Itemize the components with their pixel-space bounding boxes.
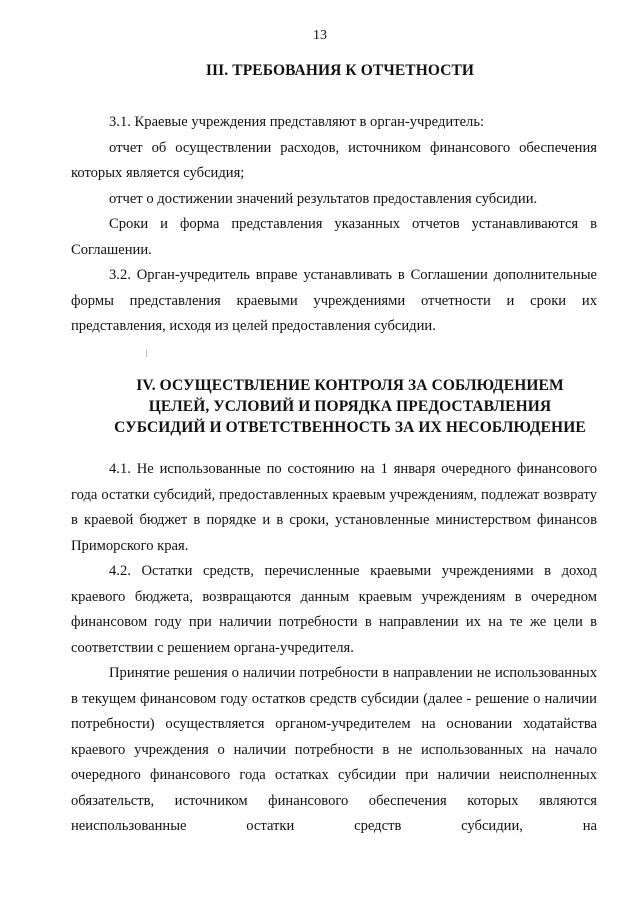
section-4-title-line: СУБСИДИЙ И ОТВЕТСТВЕННОСТЬ ЗА ИХ НЕСОБЛЮДЕНИЕ	[114, 419, 586, 436]
section-4-title-line: IV. ОСУЩЕСТВЛЕНИЕ КОНТРОЛЯ ЗА СОБЛЮДЕНИЕМ	[136, 377, 564, 394]
paragraph-4-1: 4.1. Не использованные по состоянию на 1 января очередного финансового года остатки субсидий, предоставленных краевым учреждениям, подлежат возврату в краевой бюджет в порядке и в сроки, установленные министерством финансов Приморского края.	[71, 461, 597, 554]
section-4-body	[71, 457, 597, 840]
paragraph-3-2: 3.2. Орган-учредитель вправе устанавливать в Соглашении дополнительные формы представления краевыми учреждениями отчетности и сроки их представления, исходя из целей предоставления субсидии.	[71, 267, 597, 334]
scan-mark	[146, 350, 147, 357]
section-3-title: III. ТРЕБОВАНИЯ К ОТЧЕТНОСТИ	[205, 62, 475, 79]
paragraph-3-1: 3.1. Краевые учреждения представляют в орган-учредитель:	[109, 114, 485, 130]
section-4-title	[70, 375, 630, 438]
paragraph-4-2: 4.2. Остатки средств, перечисленные краевыми учреждениями в доход краевого бюджета, возвращаются данным краевым учреждениям в очередном финансовом году при наличии потребности в направлении их на те же цели в соответствии с решением органа-учредителя.	[71, 563, 597, 656]
page-number: 13	[313, 28, 327, 43]
paragraph-report-expenses: отчет об осуществлении расходов, источником финансового обеспечения которых является субсидия;	[71, 139, 597, 181]
paragraph-report-results: отчет о достижении значений результатов предоставления субсидии.	[109, 190, 538, 207]
section-4-title-line: ЦЕЛЕЙ, УСЛОВИЙ И ПОРЯДКА ПРЕДОСТАВЛЕНИЯ	[148, 398, 552, 415]
paragraph-decision: Принятие решения о наличии потребности в направлении не использованных в текущем финансовом году остатков средств субсидии (далее - решение о наличии потребности) осуществляется органом-учредителем на основании ходатайства краевого учреждения о наличии потребности в не использованных на начало очередного финансового года остатках субсидии при наличии неисполненных обязательств, источником финансового обеспечения которых являются неиспользованные остатки средств субсидии, на	[71, 665, 597, 834]
section-3-body	[71, 110, 597, 340]
paragraph-report-terms: Сроки и форма представления указанных отчетов устанавливаются в Соглашении.	[71, 216, 597, 258]
